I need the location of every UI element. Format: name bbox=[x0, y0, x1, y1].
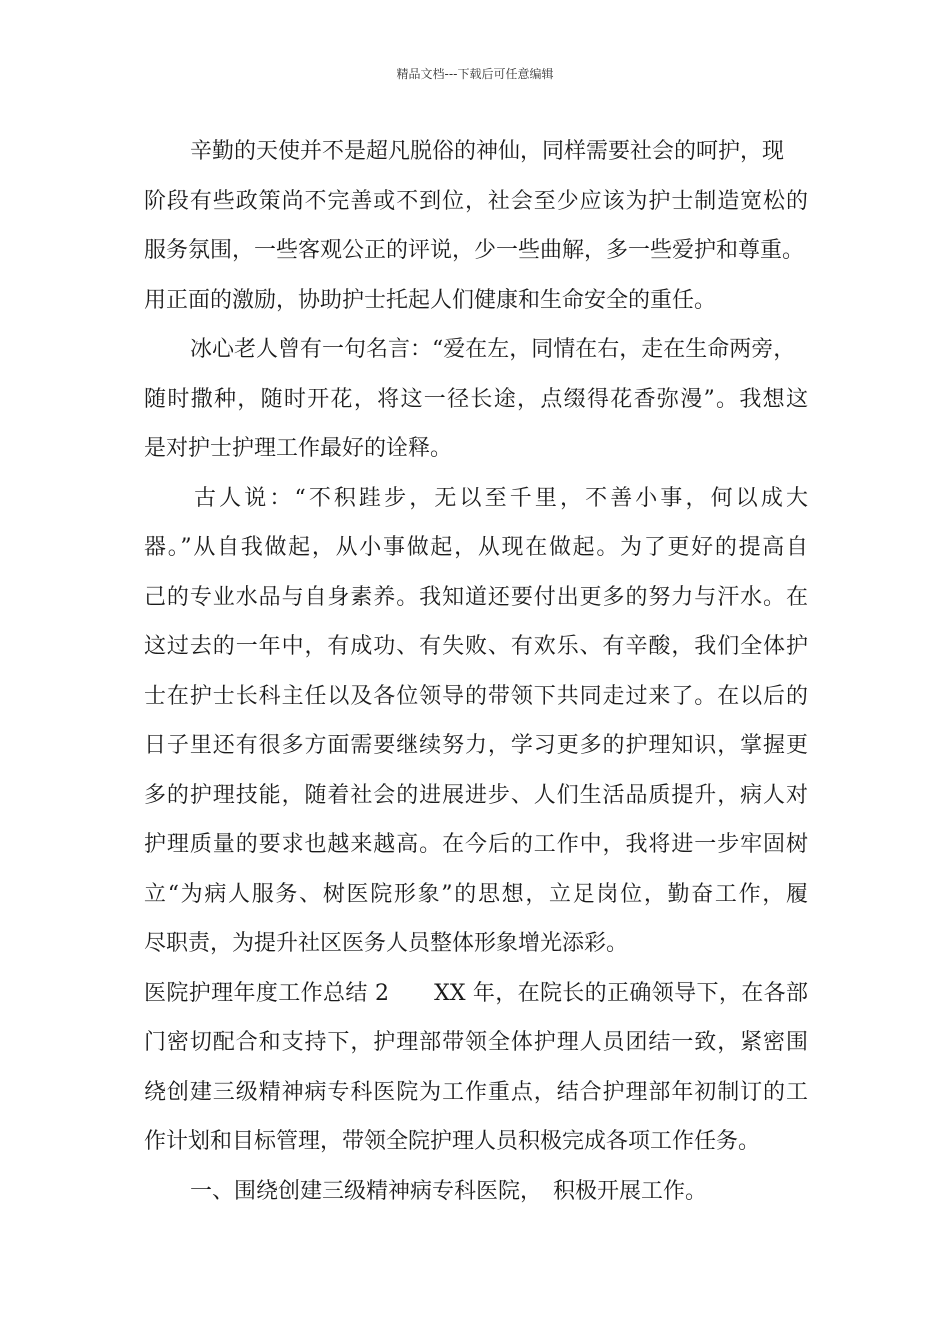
paragraph-line: 日子里还有很多方面需要继续努力，学习更多的护理知识，掌握更 bbox=[144, 733, 808, 758]
paragraph-line: 古人说：“不积跬步，无以至千里，不善小事，何以成大 bbox=[194, 485, 808, 511]
page-header: 精品文档---下载后可任意编辑 bbox=[396, 67, 554, 81]
paragraph-line: 阶段有些政策尚不完善或不到位，社会至少应该为护士制造宽松的 bbox=[144, 188, 808, 214]
paragraph-line: 随时撒种，随时开花，将这一径长途，点缀得花香弥漫”。我想这 bbox=[144, 386, 808, 412]
paragraph-line: 辛勤的天使并不是超凡脱俗的神仙，同样需要社会的呵护，现 bbox=[190, 139, 785, 164]
paragraph-line: 门密切配合和支持下，护理部带领全体护理人员团结一致，紧密围 bbox=[144, 1030, 808, 1055]
section-heading: 一、围绕创建三级精神病专科医院， 积极开展工作。 bbox=[190, 1178, 708, 1204]
paragraph-line: 是对护士护理工作最好的诠释。 bbox=[144, 436, 453, 461]
paragraph-line: 服务氛围，一些客观公正的评说，少一些曲解，多一些爱护和尊重。 bbox=[144, 238, 805, 263]
paragraph-line: 多的护理技能，随着社会的进展进步、人们生活品质提升，病人对 bbox=[144, 782, 808, 808]
paragraph-line: 尽职责，为提升社区医务人员整体形象增光添彩。 bbox=[144, 931, 629, 956]
paragraph-line: 这过去的一年中，有成功、有失败、有欢乐、有辛酸，我们全体护 bbox=[144, 634, 808, 659]
paragraph-line: 冰心老人曾有一句名言：“爱在左，同情在右，走在生命两旁， bbox=[190, 337, 796, 362]
document-body bbox=[144, 132, 808, 1221]
paragraph-line: 护理质量的要求也越来越高。在今后的工作中，我将进一步牢固树 bbox=[144, 832, 808, 857]
paragraph-line: 己的专业水品与自身素养。我知道还要付出更多的努力与汗水。在 bbox=[144, 584, 808, 610]
paragraph-line: 作计划和目标管理，带领全院护理人员积极完成各项工作任务。 bbox=[144, 1129, 761, 1154]
paragraph-line: 绕创建三级精神病专科医院为工作重点，结合护理部年初制订的工 bbox=[144, 1079, 808, 1105]
paragraph-line: 用正面的激励，协助护士托起人们健康和生命安全的重任。 bbox=[144, 287, 717, 313]
section-title-line: 医院护理年度工作总结 2 XX 年，在院长的正确领导下，在各部 bbox=[144, 980, 808, 1006]
paragraph-line: 器。”从自我做起，从小事做起，从现在做起。为了更好的提高自 bbox=[144, 535, 808, 560]
paragraph-line: 士在护士长科主任以及各位领导的带领下共同走过来了。在以后的 bbox=[144, 683, 808, 709]
paragraph-line: 立“为病人服务、树医院形象”的思想，立足岗位，勤奋工作，履 bbox=[144, 881, 808, 907]
